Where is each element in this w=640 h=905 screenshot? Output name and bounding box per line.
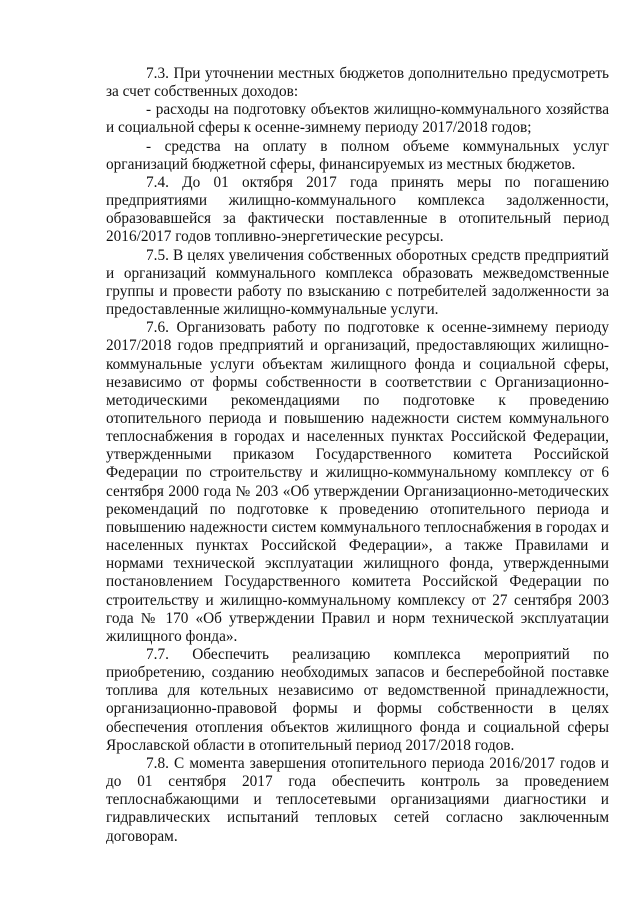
document-page bbox=[106, 65, 609, 846]
paragraph-7-8: 7.8. С момента завершения отопительного периода 2016/2017 годов и до 01 сентября 2017 года обеспечить контроль за проведением теплоснабжающими и теплосетевыми организациями диагностики и гидравлических испытаний тепловых сетей согласно заключенным договорам. bbox=[106, 754, 609, 845]
paragraph-7-3: 7.3. При уточнении местных бюджетов дополнительно предусмотреть за счет собственных доходов: bbox=[106, 65, 609, 101]
paragraph-7-4: 7.4. До 01 октября 2017 года принять меры по погашению предприятиями жилищно-коммунального комплекса задолженности, образовавшейся за фактически поставленные в отопительный период 2016/2017 годов топливно-энергетические ресурсы. bbox=[106, 173, 609, 246]
paragraph-7-7: 7.7. Обеспечить реализацию комплекса мероприятий по приобретению, созданию необходимых запасов и бесперебойной поставке топлива для котельных независимо от ведомственной принадлежности, организационно-правовой формы и формы собственности в целях обеспечения отопления объектов жилищного фонда и социальной сферы Ярославской области в отопительный период 2017/2018 годов. bbox=[106, 646, 609, 754]
paragraph-7-5: 7.5. В целях увеличения собственных оборотных средств предприятий и организаций коммунального комплекса образовать межведомственные группы и провести работу по взысканию с потребителей задолженности за предоставленные жилищно-коммунальные услуги. bbox=[106, 246, 609, 319]
paragraph-7-6: 7.6. Организовать работу по подготовке к осенне-зимнему периоду 2017/2018 годов предприятий и организаций, предоставляющих жилищно-коммунальные услуги объектам жилищного фонда и социальной сферы, независимо от формы собственности в соответствии с Организационно-методическими рекомендациями по подготовке к проведению отопительного периода и повышению надежности систем коммунального теплоснабжения в городах и населенных пунктах Российской Федерации, утвержденными приказом Государственного комитета Российской Федерации по строительству и жилищно-коммунальному комплексу от 6 сентября 2000 года № 203 «Об утверждении Организационно-методических рекомендаций по подготовке к проведению отопительного периода и повышению надежности систем коммунального теплоснабжения в городах и населенных пунктах Российской Федерации», а также Правилами и нормами технической эксплуатации жилищного фонда, утвержденными постановлением Государственного комитета Российской Федерации по строительству и жилищно-коммунальному комплексу от 27 сентября 2003 года № 170 «Об утверждении Правил и норм технической эксплуатации жилищного фонда». bbox=[106, 319, 609, 645]
paragraph-7-3-item-1: - расходы на подготовку объектов жилищно-коммунального хозяйства и социальной сферы к осенне-зимнему периоду 2017/2018 годов; bbox=[106, 101, 609, 137]
paragraph-7-3-item-2: - средства на оплату в полном объеме коммунальных услуг организаций бюджетной сферы, финансируемых из местных бюджетов. bbox=[106, 137, 609, 173]
